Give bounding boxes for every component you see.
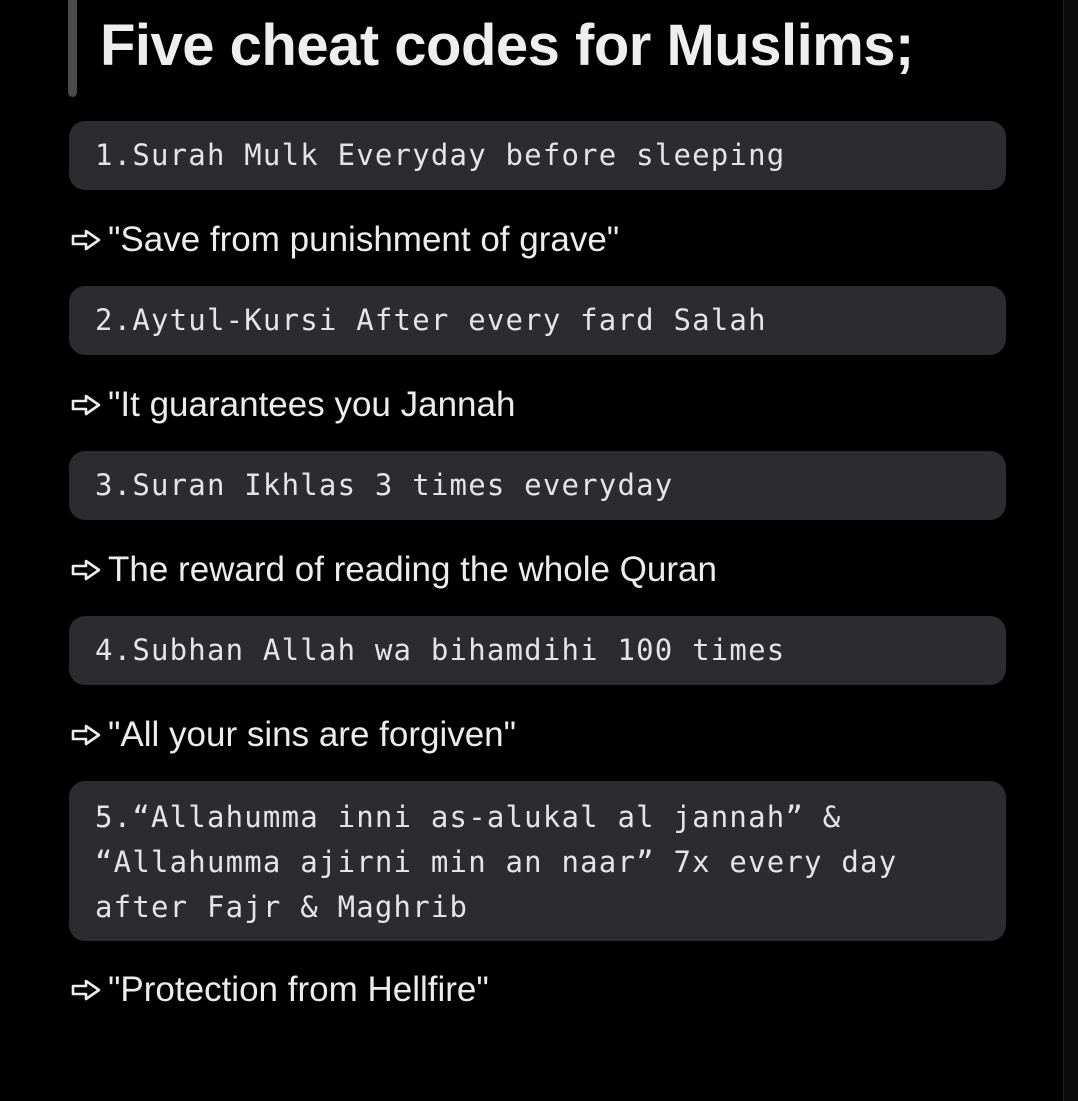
benefit-text-3: The reward of reading the whole Quran: [108, 550, 717, 589]
code-line: “Allahumma ajirni min an naar” 7x every day: [95, 845, 898, 879]
benefit-line-3: [70, 548, 717, 592]
benefit-line-4: [70, 713, 516, 757]
code-line: 5.“Allahumma inni as-alukal al jannah” &: [95, 800, 842, 834]
scrollbar-track[interactable]: [1063, 0, 1078, 1101]
white-right-arrow-icon: [70, 393, 104, 417]
code-block-2[interactable]: 2.Aytul-Kursi After every fard Salah: [69, 286, 1006, 355]
benefit-text-4: "All your sins are forgiven": [108, 715, 517, 754]
white-right-arrow-icon: [70, 978, 104, 1002]
white-right-arrow-icon: [70, 558, 104, 582]
code-line: after Fajr & Maghrib: [95, 890, 469, 924]
benefit-text-2: "It guarantees you Jannah: [108, 385, 516, 424]
benefit-text-1: "Save from punishment of grave": [108, 220, 620, 259]
code-block-1[interactable]: 1.Surah Mulk Everyday before sleeping: [69, 121, 1006, 190]
white-right-arrow-icon: [70, 228, 104, 252]
benefit-line-5: [70, 968, 489, 1012]
code-block-3[interactable]: 3.Suran Ikhlas 3 times everyday: [69, 451, 1006, 520]
code-block-4[interactable]: 4.Subhan Allah wa bihamdihi 100 times: [69, 616, 1006, 685]
white-right-arrow-icon: [70, 723, 104, 747]
code-block-5[interactable]: [69, 781, 1006, 941]
blockquote-bar: [68, 0, 77, 97]
benefit-line-2: [70, 383, 515, 427]
benefit-text-5: "Protection from Hellfire": [108, 970, 489, 1009]
post-title: Five cheat codes for Muslims;: [100, 13, 914, 78]
benefit-line-1: [70, 218, 619, 262]
